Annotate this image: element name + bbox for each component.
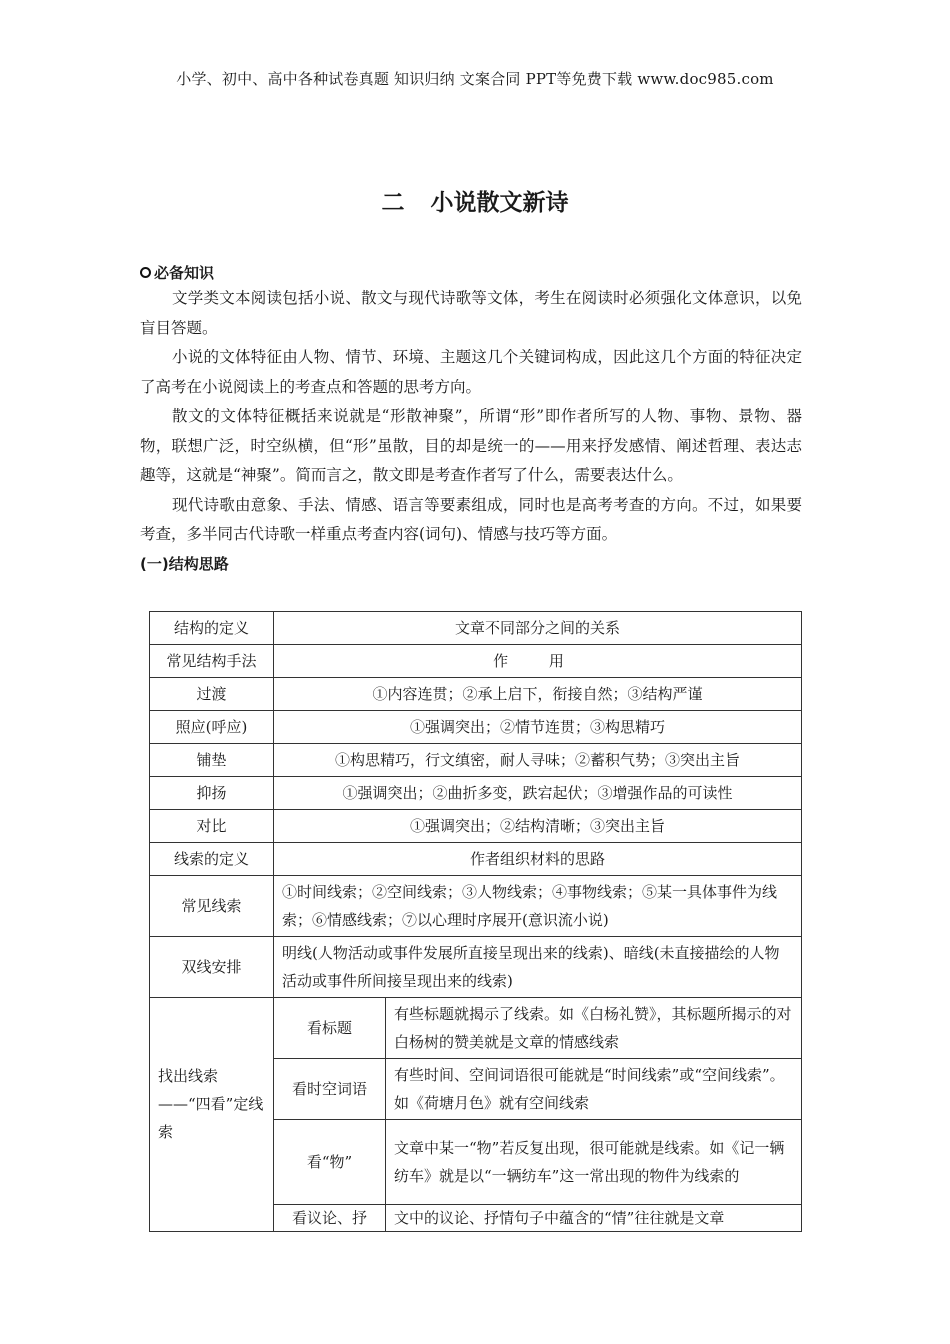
cell-label: 常见线索 bbox=[150, 876, 274, 937]
method-name: 抑扬 bbox=[150, 777, 274, 810]
table-row bbox=[150, 645, 802, 678]
method-effect: ①强调突出；②结构清晰；③突出主旨 bbox=[274, 810, 802, 843]
paragraph-3: 散文的文体特征概括来说就是“形散神聚”，所谓“形”即作者所写的人物、事物、景物、器物，联想广泛，时空纵横，但“形”虽散，目的却是统一的——用来抒发感情、阐述哲理、表达志趣等，这就是“神聚”。简而言之，散文即是考查作者写了什么，需要表达什么。 bbox=[140, 407, 802, 484]
circle-bullet-icon bbox=[140, 267, 151, 278]
section-heading bbox=[140, 262, 802, 284]
effect-header: 作 用 bbox=[493, 652, 582, 670]
page-header: 小学、初中、高中各种试卷真题 知识归纳 文案合同 PPT等免费下载 www.doc985.com bbox=[176, 70, 774, 88]
cell-value: 明线(人物活动或事件发展所直接呈现出来的线索)、暗线(未直接描绘的人物活动或事件所间接呈现出来的线索) bbox=[274, 937, 802, 998]
method-name: 对比 bbox=[150, 810, 274, 843]
paragraph-1: 文学类文本阅读包括小说、散文与现代诗歌等文体，考生在阅读时必须强化文体意识，以免盲目答题。 bbox=[140, 289, 802, 337]
title-text: 小说散文新诗 bbox=[430, 190, 569, 216]
cell-label: 结构的定义 bbox=[150, 612, 274, 645]
method-effect: ①构思精巧，行文缜密，耐人寻味；②蓄积气势；③突出主旨 bbox=[274, 744, 802, 777]
clue-method: 看标题 bbox=[274, 998, 386, 1059]
page-title bbox=[0, 184, 950, 217]
clue-desc: 文中的议论、抒情句子中蕴含的“情”往往就是文章 bbox=[386, 1205, 802, 1232]
cell-label: 线索的定义 bbox=[150, 843, 274, 876]
clue-desc: 文章中某一“物”若反复出现，很可能就是线索。如《记一辆纺车》就是以“一辆纺车”这一常出现的物件为线索的 bbox=[386, 1120, 802, 1205]
content-body bbox=[140, 262, 802, 576]
cell-label: 双线安排 bbox=[150, 937, 274, 998]
title-number: 二 bbox=[381, 190, 405, 216]
method-name: 铺垫 bbox=[150, 744, 274, 777]
clue-method: 看时空词语 bbox=[274, 1059, 386, 1120]
table-row bbox=[150, 612, 802, 645]
clue-method: 看议论、抒 bbox=[274, 1205, 386, 1232]
table-row bbox=[150, 876, 802, 937]
method-name: 照应(呼应) bbox=[150, 711, 274, 744]
cell-value bbox=[274, 645, 802, 678]
table-row bbox=[150, 843, 802, 876]
clue-desc: 有些标题就揭示了线索。如《白杨礼赞》，其标题所揭示的对白杨树的赞美就是文章的情感线索 bbox=[386, 998, 802, 1059]
paragraph-2: 小说的文体特征由人物、情节、环境、主题这几个关键词构成，因此这几个方面的特征决定了高考在小说阅读上的考查点和答题的思考方向。 bbox=[140, 348, 802, 396]
method-name: 过渡 bbox=[150, 678, 274, 711]
table-row bbox=[150, 777, 802, 810]
method-effect: ①强调突出；②曲折多变，跌宕起伏；③增强作品的可读性 bbox=[274, 777, 802, 810]
paragraph-4: 现代诗歌由意象、手法、情感、语言等要素组成，同时也是高考考查的方向。不过，如果要考查，多半同古代诗歌一样重点考查内容(词句)、情感与技巧等方面。 bbox=[140, 495, 802, 543]
cell-label: 常见结构手法 bbox=[150, 645, 274, 678]
structure-table bbox=[149, 611, 802, 1232]
subsection-heading: (一)结构思路 bbox=[140, 554, 229, 573]
section-label: 必备知识 bbox=[154, 264, 215, 282]
table-row bbox=[150, 678, 802, 711]
clue-desc: 有些时间、空间词语很可能就是“时间线索”或“空间线索”。如《荷塘月色》就有空间线索 bbox=[386, 1059, 802, 1120]
cell-value: 文章不同部分之间的关系 bbox=[274, 612, 802, 645]
table-row bbox=[150, 744, 802, 777]
table-row bbox=[150, 711, 802, 744]
table-row bbox=[150, 810, 802, 843]
clue-method: 看“物” bbox=[274, 1120, 386, 1205]
cell-value: ①时间线索；②空间线索；③人物线索；④事物线索；⑤某一具体事件为线索；⑥情感线索；⑦以心理时序展开(意识流小说) bbox=[274, 876, 802, 937]
table-row bbox=[150, 998, 802, 1059]
table-row bbox=[150, 937, 802, 998]
find-clues-label: 找出线索——“四看”定线索 bbox=[150, 998, 274, 1232]
method-effect: ①强调突出；②情节连贯；③构思精巧 bbox=[274, 711, 802, 744]
cell-value: 作者组织材料的思路 bbox=[274, 843, 802, 876]
method-effect: ①内容连贯；②承上启下，衔接自然；③结构严谨 bbox=[274, 678, 802, 711]
